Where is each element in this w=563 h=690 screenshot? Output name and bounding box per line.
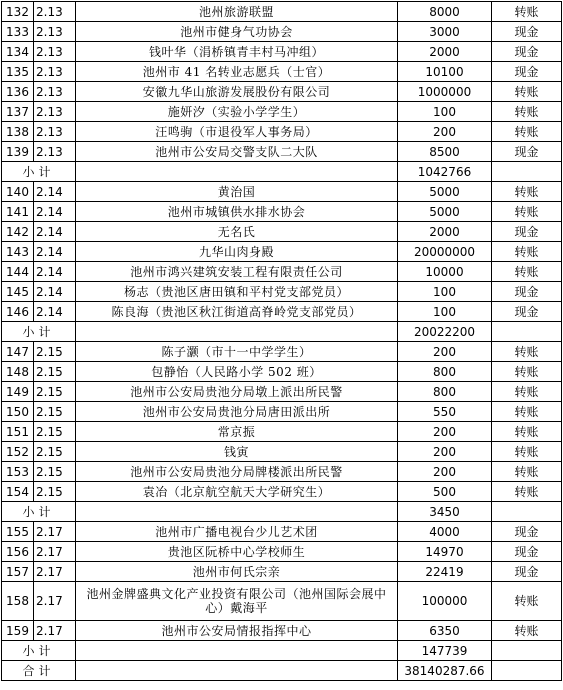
payment-method: 现金 xyxy=(492,62,562,82)
donation-amount: 550 xyxy=(398,402,492,422)
payment-method: 转账 xyxy=(492,122,562,142)
donor-name: 陈子灏（市十一中学学生） xyxy=(76,342,398,362)
payment-method: 现金 xyxy=(492,22,562,42)
donation-row xyxy=(2,382,562,402)
subtotal-row xyxy=(2,322,562,342)
row-number: 144 xyxy=(2,262,34,282)
donation-amount: 2000 xyxy=(398,222,492,242)
payment-method: 转账 xyxy=(492,402,562,422)
donation-amount: 100 xyxy=(398,302,492,322)
donor-name: 池州市健身气功协会 xyxy=(76,22,398,42)
row-number: 132 xyxy=(2,2,34,22)
row-date: 2.13 xyxy=(34,122,76,142)
donation-row xyxy=(2,342,562,362)
payment-method: 转账 xyxy=(492,182,562,202)
donor-name: 池州市公安局贵池分局牌楼派出所民警 xyxy=(76,462,398,482)
payment-method: 转账 xyxy=(492,82,562,102)
donor-name: 钱寅 xyxy=(76,442,398,462)
row-number: 134 xyxy=(2,42,34,62)
payment-method: 现金 xyxy=(492,562,562,582)
row-number: 150 xyxy=(2,402,34,422)
subtotal-amount: 3450 xyxy=(398,502,492,522)
row-date: 2.13 xyxy=(34,142,76,162)
row-date: 2.15 xyxy=(34,442,76,462)
donor-name: 池州市公安局交警支队二大队 xyxy=(76,142,398,162)
row-number: 151 xyxy=(2,422,34,442)
donation-amount: 200 xyxy=(398,462,492,482)
row-number: 133 xyxy=(2,22,34,42)
payment-method: 转账 xyxy=(492,382,562,402)
empty-cell xyxy=(76,641,398,661)
donor-name: 杨志（贵池区唐田镇和平村党支部党员） xyxy=(76,282,398,302)
donation-row xyxy=(2,22,562,42)
donation-amount: 4000 xyxy=(398,522,492,542)
empty-cell xyxy=(492,162,562,182)
donor-name: 黄治国 xyxy=(76,182,398,202)
donation-row xyxy=(2,582,562,621)
row-date: 2.14 xyxy=(34,262,76,282)
row-number: 159 xyxy=(2,621,34,641)
payment-method: 转账 xyxy=(492,342,562,362)
donation-row xyxy=(2,362,562,382)
donation-amount: 5000 xyxy=(398,182,492,202)
row-date: 2.15 xyxy=(34,422,76,442)
row-number: 146 xyxy=(2,302,34,322)
row-date: 2.13 xyxy=(34,22,76,42)
row-date: 2.14 xyxy=(34,282,76,302)
donor-name: 池州金牌盛典文化产业投资有限公司（池州国际会展中心）戴海平 xyxy=(76,582,398,621)
row-number: 136 xyxy=(2,82,34,102)
donation-row xyxy=(2,522,562,542)
donor-name: 池州市公安局贵池分局唐田派出所 xyxy=(76,402,398,422)
row-number: 135 xyxy=(2,62,34,82)
donation-amount: 200 xyxy=(398,342,492,362)
row-date: 2.17 xyxy=(34,522,76,542)
payment-method: 转账 xyxy=(492,202,562,222)
donation-amount: 8000 xyxy=(398,2,492,22)
donation-row xyxy=(2,182,562,202)
donation-amount: 20000000 xyxy=(398,242,492,262)
subtotal-row xyxy=(2,162,562,182)
row-date: 2.14 xyxy=(34,242,76,262)
row-number: 141 xyxy=(2,202,34,222)
payment-method: 现金 xyxy=(492,302,562,322)
row-date: 2.15 xyxy=(34,402,76,422)
row-date: 2.14 xyxy=(34,222,76,242)
row-number: 152 xyxy=(2,442,34,462)
subtotal-row xyxy=(2,641,562,661)
donation-amount: 200 xyxy=(398,442,492,462)
donor-name: 无名氏 xyxy=(76,222,398,242)
donation-amount: 5000 xyxy=(398,202,492,222)
payment-method: 转账 xyxy=(492,621,562,641)
donation-row xyxy=(2,102,562,122)
donor-name: 池州市何氏宗亲 xyxy=(76,562,398,582)
payment-method: 现金 xyxy=(492,522,562,542)
row-number: 157 xyxy=(2,562,34,582)
donor-name: 池州市广播电视台少儿艺术团 xyxy=(76,522,398,542)
donation-row xyxy=(2,482,562,502)
donation-row xyxy=(2,222,562,242)
payment-method: 转账 xyxy=(492,482,562,502)
row-number: 155 xyxy=(2,522,34,542)
donation-row xyxy=(2,122,562,142)
row-number: 156 xyxy=(2,542,34,562)
donation-amount: 1000000 xyxy=(398,82,492,102)
donor-name: 池州市公安局贵池分局墩上派出所民警 xyxy=(76,382,398,402)
donor-name: 池州市城镇供水排水协会 xyxy=(76,202,398,222)
empty-cell xyxy=(76,661,398,681)
payment-method: 转账 xyxy=(492,2,562,22)
row-date: 2.15 xyxy=(34,342,76,362)
donor-name: 袁冶（北京航空航天大学研究生） xyxy=(76,482,398,502)
row-number: 140 xyxy=(2,182,34,202)
donation-row xyxy=(2,2,562,22)
row-number: 149 xyxy=(2,382,34,402)
empty-cell xyxy=(76,322,398,342)
row-date: 2.13 xyxy=(34,62,76,82)
donation-amount: 22419 xyxy=(398,562,492,582)
donor-name: 钱叶华（涓桥镇青丰村马冲组） xyxy=(76,42,398,62)
empty-cell xyxy=(76,502,398,522)
payment-method: 现金 xyxy=(492,142,562,162)
donation-row xyxy=(2,402,562,422)
donation-row xyxy=(2,562,562,582)
donation-row xyxy=(2,302,562,322)
subtotal-label: 小计 xyxy=(2,641,76,661)
donor-name: 池州市公安局情报指挥中心 xyxy=(76,621,398,641)
subtotal-label: 小计 xyxy=(2,162,76,182)
donation-amount: 10100 xyxy=(398,62,492,82)
donor-name: 施妍汐（实验小学学生） xyxy=(76,102,398,122)
empty-cell xyxy=(492,502,562,522)
row-number: 142 xyxy=(2,222,34,242)
row-date: 2.13 xyxy=(34,102,76,122)
donor-name: 安徽九华山旅游发展股份有限公司 xyxy=(76,82,398,102)
row-date: 2.14 xyxy=(34,182,76,202)
row-date: 2.13 xyxy=(34,42,76,62)
row-number: 137 xyxy=(2,102,34,122)
row-date: 2.17 xyxy=(34,562,76,582)
donor-name: 陈良海（贵池区秋江街道高脊岭党支部党员） xyxy=(76,302,398,322)
empty-cell xyxy=(76,162,398,182)
payment-method: 转账 xyxy=(492,102,562,122)
row-date: 2.13 xyxy=(34,2,76,22)
row-date: 2.15 xyxy=(34,382,76,402)
subtotal-amount: 1042766 xyxy=(398,162,492,182)
row-date: 2.15 xyxy=(34,362,76,382)
donation-amount: 800 xyxy=(398,362,492,382)
payment-method: 转账 xyxy=(492,462,562,482)
donation-row xyxy=(2,42,562,62)
row-number: 143 xyxy=(2,242,34,262)
row-date: 2.14 xyxy=(34,202,76,222)
payment-method: 转账 xyxy=(492,362,562,382)
donation-row xyxy=(2,542,562,562)
row-date: 2.17 xyxy=(34,582,76,621)
donation-row xyxy=(2,422,562,442)
donation-row xyxy=(2,262,562,282)
donation-amount: 8500 xyxy=(398,142,492,162)
donation-row xyxy=(2,62,562,82)
donor-name: 汪鸣驹（市退役军人事务局） xyxy=(76,122,398,142)
row-number: 147 xyxy=(2,342,34,362)
donor-name: 池州旅游联盟 xyxy=(76,2,398,22)
donation-amount: 100 xyxy=(398,282,492,302)
donation-table-body xyxy=(2,2,562,681)
subtotal-row xyxy=(2,661,562,681)
payment-method: 现金 xyxy=(492,542,562,562)
donor-name: 池州市 41 名转业志愿兵（士官） xyxy=(76,62,398,82)
row-number: 158 xyxy=(2,582,34,621)
payment-method: 转账 xyxy=(492,262,562,282)
row-date: 2.15 xyxy=(34,482,76,502)
donation-amount: 200 xyxy=(398,422,492,442)
subtotal-label: 小计 xyxy=(2,502,76,522)
row-number: 139 xyxy=(2,142,34,162)
subtotal-label: 小计 xyxy=(2,322,76,342)
payment-method: 现金 xyxy=(492,222,562,242)
donation-amount: 800 xyxy=(398,382,492,402)
donation-table xyxy=(1,1,562,681)
donation-amount: 200 xyxy=(398,122,492,142)
donation-row xyxy=(2,82,562,102)
donation-amount: 100000 xyxy=(398,582,492,621)
donor-name: 池州市鸿兴建筑安装工程有限责任公司 xyxy=(76,262,398,282)
donation-amount: 6350 xyxy=(398,621,492,641)
donor-name: 贵池区阮桥中心学校师生 xyxy=(76,542,398,562)
donation-row xyxy=(2,442,562,462)
empty-cell xyxy=(492,641,562,661)
subtotal-amount: 20022200 xyxy=(398,322,492,342)
subtotal-amount: 147739 xyxy=(398,641,492,661)
payment-method: 现金 xyxy=(492,42,562,62)
donation-row xyxy=(2,621,562,641)
row-number: 145 xyxy=(2,282,34,302)
donation-amount: 2000 xyxy=(398,42,492,62)
donation-amount: 10000 xyxy=(398,262,492,282)
row-number: 154 xyxy=(2,482,34,502)
donation-amount: 14970 xyxy=(398,542,492,562)
empty-cell xyxy=(492,322,562,342)
donation-amount: 500 xyxy=(398,482,492,502)
row-date: 2.13 xyxy=(34,82,76,102)
row-number: 153 xyxy=(2,462,34,482)
payment-method: 转账 xyxy=(492,242,562,262)
subtotal-label: 合计 xyxy=(2,661,76,681)
subtotal-row xyxy=(2,502,562,522)
donation-row xyxy=(2,202,562,222)
donation-row xyxy=(2,282,562,302)
donation-amount: 100 xyxy=(398,102,492,122)
donor-name: 常京振 xyxy=(76,422,398,442)
row-date: 2.17 xyxy=(34,621,76,641)
row-date: 2.17 xyxy=(34,542,76,562)
row-number: 148 xyxy=(2,362,34,382)
payment-method: 现金 xyxy=(492,282,562,302)
row-date: 2.14 xyxy=(34,302,76,322)
row-date: 2.15 xyxy=(34,462,76,482)
empty-cell xyxy=(492,661,562,681)
donor-name: 包静怡（人民路小学 502 班） xyxy=(76,362,398,382)
subtotal-amount: 38140287.66 xyxy=(398,661,492,681)
donation-amount: 3000 xyxy=(398,22,492,42)
donation-row xyxy=(2,462,562,482)
payment-method: 转账 xyxy=(492,442,562,462)
payment-method: 转账 xyxy=(492,582,562,621)
donation-row xyxy=(2,242,562,262)
donor-name: 九华山肉身殿 xyxy=(76,242,398,262)
row-number: 138 xyxy=(2,122,34,142)
payment-method: 转账 xyxy=(492,422,562,442)
donation-row xyxy=(2,142,562,162)
